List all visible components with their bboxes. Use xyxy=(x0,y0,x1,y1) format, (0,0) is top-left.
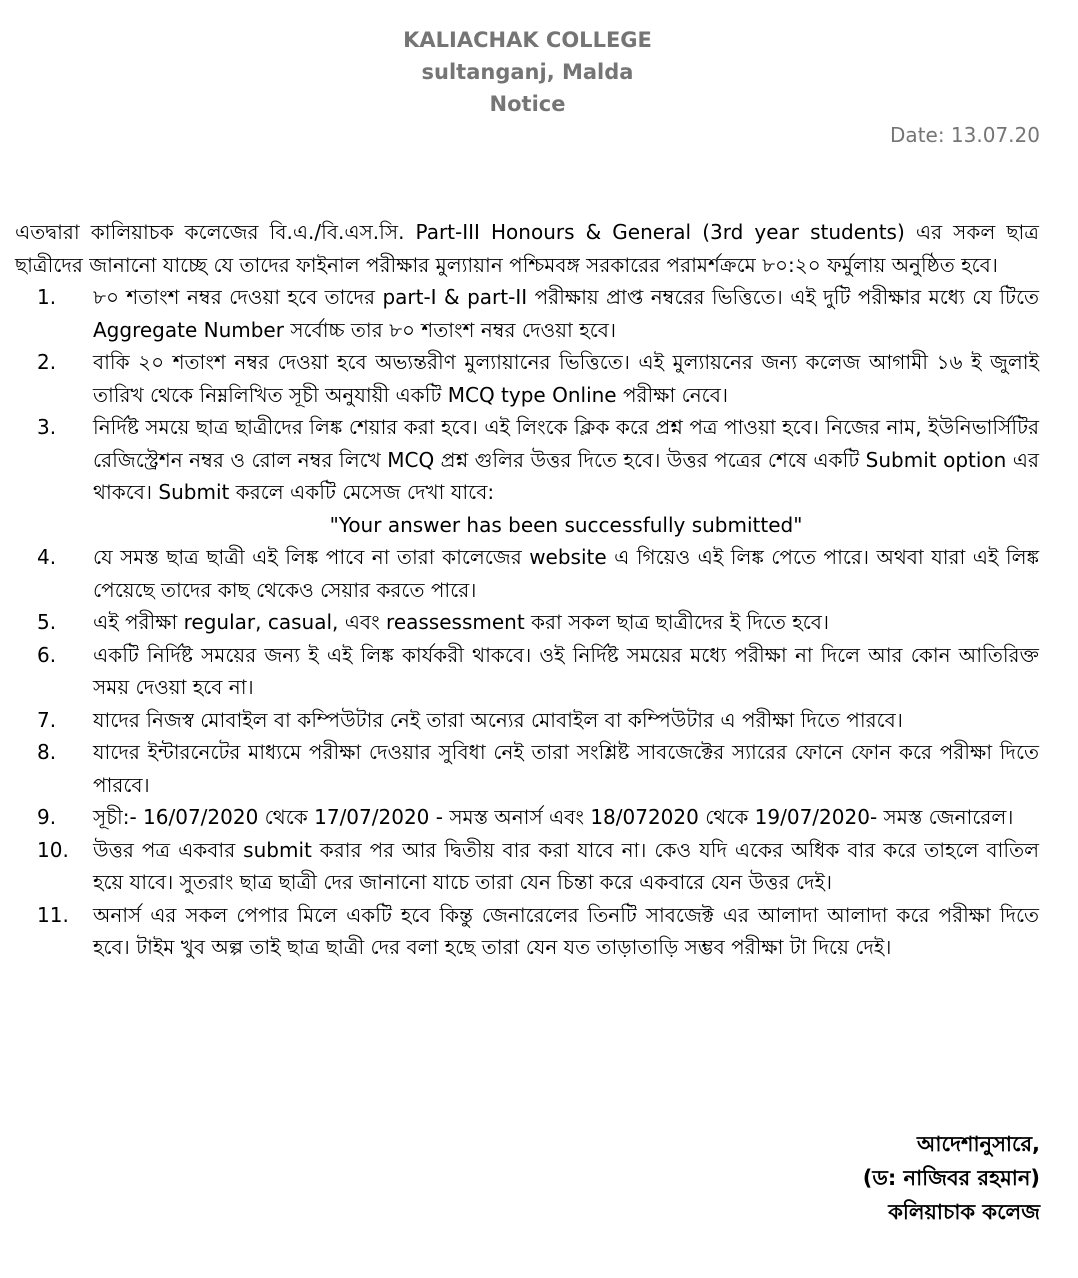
item-number: 10. xyxy=(37,837,69,862)
notice-title: Notice xyxy=(489,92,566,116)
item-number: 7. xyxy=(37,707,57,732)
item-text: যে সমস্ত ছাত্র ছাত্রী এই লিঙ্ক পাবে না তারা কালেজের website এ গিয়েও এই লিঙ্ক পেতে পারে। অথবা যারা এই লিঙ্ক পেয়েছে তাদের কাছ থেকেও সেয়ার করতে পারে। xyxy=(93,545,1039,602)
signature-order: আদেশানুসারে, xyxy=(917,1132,1040,1156)
signatory-college: কলিয়াচাক কলেজ xyxy=(888,1200,1040,1224)
list-item xyxy=(15,639,1039,704)
list-item xyxy=(15,411,1039,541)
item-number: 8. xyxy=(37,740,57,764)
item-number: 6. xyxy=(37,642,57,667)
item-text: বাকি ২০ শতাংশ নম্বর দেওয়া হবে অভ্যন্তরীণ মুল্যায়ানের ভিত্তিতে। এই মুল্যায়নের জন্য কলেজ আগামী ১৬ ই জুলাই তারিখ থেকে নিম্নলিখিত সূচী অনুযায়ী একটি MCQ type Online পরীক্ষা নেবে। xyxy=(93,350,1039,407)
item-text: যাদের ইন্টারনেটের মাধ্যমে পরীক্ষা দেওয়ার সুবিধা নেই তারা সংশ্লিষ্ট সাবজেক্টের স্যারের ফোনে ফোন করে পরীক্ষা দিতে পারবে। xyxy=(93,740,1039,797)
list-item xyxy=(15,541,1039,606)
intro-paragraph: এতদ্বারা কালিয়াচক কলেজের বি.এ./বি.এস.সি. Part-III Honours & General (3rd year students) এর সকল ছাত্র ছাত্রীদের জানানো যাচ্ছে যে তাদের ফাইনাল পরীক্ষার মুল্যায়ান পশ্চিমবঙ্গ সরকারের পরামর্শক্রমে ৮০:২০ ফর্মুলায় অনুষ্ঠিত হবে। xyxy=(15,220,1039,277)
college-location: sultanganj, Malda xyxy=(421,60,634,84)
item-number: 9. xyxy=(37,805,57,829)
submit-message-quote: "Your answer has been successfully submitted" xyxy=(329,512,803,537)
notice-body xyxy=(15,216,1039,964)
notice-header xyxy=(0,24,1055,120)
signature-block xyxy=(863,1127,1040,1229)
list-item xyxy=(15,281,1039,346)
item-number: 4. xyxy=(37,545,57,569)
item-text: অনার্স এর সকল পেপার মিলে একটি হবে কিন্তু জেনারেলের তিনটি সাবজেক্ট এর আলাদা আলাদা করে পরীক্ষা দিতে হবে। টাইম খুব অল্প তাই ছাত্র ছাত্রী দের বলা হছে তারা যেন যত তাড়াতাড়ি সম্ভব পরীক্ষা টা দিয়ে দেই। xyxy=(93,902,1039,959)
item-number: 2. xyxy=(37,350,57,374)
item-text: উত্তর পত্র একবার submit করার পর আর দ্বিতীয় বার করা যাবে না। কেও যদি একের অধিক বার করে তাহলে বাতিল হয়ে যাবে। সুতরাং ছাত্র ছাত্রী দের জানানো যাচে তারা যেন চিন্তা করে একবারে যেন উত্তর দেই। xyxy=(93,837,1039,894)
item-text: এই পরীক্ষা regular, casual, এবং reassessment করা সকল ছাত্র ছাত্রীদের ই দিতে হবে। xyxy=(93,610,830,634)
list-item xyxy=(15,606,1039,639)
item-text: একটি নির্দিষ্ট সময়ের জন্য ই এই লিঙ্ক কার্যকরী থাকবে। ওই নির্দিষ্ট সময়ের মধ্যে পরীক্ষা না দিলে আর কোন আতিরিক্ত সময় দেওয়া হবে না। xyxy=(93,642,1039,699)
item-number: 11. xyxy=(37,902,69,927)
instruction-list xyxy=(15,281,1039,964)
list-item xyxy=(15,736,1039,801)
college-name: KALIACHAK COLLEGE xyxy=(403,28,652,52)
list-item xyxy=(15,834,1039,899)
item-number: 5. xyxy=(37,610,57,634)
item-text: যাদের নিজস্ব মোবাইল বা কম্পিউটার নেই তারা অন্যের মোবাইল বা কম্পিউটার এ পরীক্ষা দিতে পারবে। xyxy=(93,707,903,732)
item-number: 1. xyxy=(37,285,57,309)
item-number: 3. xyxy=(37,415,57,439)
item-text: ৮০ শতাংশ নম্বর দেওয়া হবে তাদের part-I & part-II পরীক্ষায় প্রাপ্ত নম্বরের ভিত্তিতে। এই দুটি পরীক্ষার মধ্যে যে টিতে Aggregate Number সর্বোচ্চ তার ৮০ শতাংশ নম্বর দেওয়া হবে। xyxy=(93,285,1039,342)
list-item xyxy=(15,899,1039,964)
list-item xyxy=(15,704,1039,737)
item-text: সূচী:- 16/07/2020 থেকে 17/07/2020 - সমস্ত অনার্স এবং 18/072020 থেকে 19/07/2020- সমস্ত জেনারেল। xyxy=(93,805,1014,829)
item-text: নির্দিষ্ট সময়ে ছাত্র ছাত্রীদের লিঙ্ক শেয়ার করা হবে। এই লিংকে ক্লিক করে প্রশ্ন পত্র পাওয়া হবে। নিজের নাম, ইউনিভার্সিটির রেজিস্ট্রেশন নম্বর ও রোল নম্বর লিখে MCQ প্রশ্ন গুলির উত্তর দিতে হবে। উত্তর পত্রের শেষে একটি Submit option এর থাকবে। Submit করলে একটি মেসেজ দেখা যাবে: xyxy=(93,415,1039,504)
list-item xyxy=(15,346,1039,411)
signatory-name: (ড: নাজিবর রহমান) xyxy=(862,1166,1040,1190)
notice-date: Date: 13.07.20 xyxy=(890,123,1040,147)
list-item xyxy=(15,801,1039,834)
